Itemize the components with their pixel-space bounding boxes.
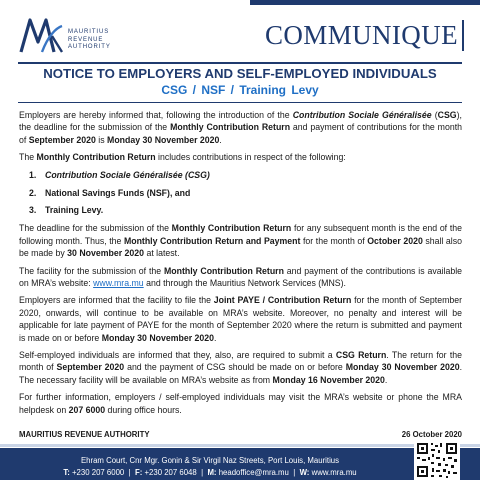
- month: September 2020: [28, 134, 96, 145]
- return-and-payment: Monthly Contribution Return and Payment: [123, 235, 301, 246]
- notice-body: [19, 109, 462, 421]
- text: for the month of September 2020, onwards, will continue to be available on MRA’s website. Moreover, no penalty and interest will be applicable for late payment of PAYE for the month of September 2020 where the return is submitted and payment is made on or before: [19, 295, 462, 343]
- text: Self-employed individuals are informed that they, also, are required to submit a: [19, 350, 336, 360]
- paragraph-3: [19, 222, 462, 259]
- web-label: W:: [299, 468, 310, 477]
- text: during office hours.: [105, 404, 182, 415]
- qr-code-icon: [414, 440, 460, 480]
- text: .: [214, 332, 217, 343]
- text: The deadline for the submission of the: [19, 223, 172, 234]
- list-text: Contribution Sociale Généralisée (CSG): [45, 169, 210, 180]
- deadline: Monday 30 November 2020: [345, 362, 460, 373]
- text: and through the Mauritius Network Services (MNS).: [143, 277, 346, 288]
- footer-contacts: T: +230 207 6000 | F: +230 207 6048 | M: headoffice@mra.mu | W: www.mra.mu: [63, 468, 357, 477]
- header: [0, 0, 480, 62]
- communique-date: 26 October 2020: [401, 430, 462, 439]
- text: The facility for the submission of the: [19, 265, 164, 276]
- paragraph-5: [19, 294, 462, 344]
- title-rule-top: [18, 62, 462, 64]
- phone-value: +230 207 6000: [72, 468, 125, 477]
- logo-text: [68, 29, 111, 52]
- fax-label: F:: [134, 468, 143, 477]
- heading-accent-bar: [462, 20, 464, 51]
- email-value[interactable]: headoffice@mra.mu: [218, 468, 289, 477]
- web-value[interactable]: www.mra.mu: [311, 468, 357, 477]
- return-name: Monthly Contribution Return: [163, 265, 284, 276]
- text: shall also be made by: [19, 235, 462, 259]
- title-rule-bottom: [18, 102, 462, 103]
- csg-full-name: Contribution Sociale Généralisée: [292, 110, 432, 120]
- list-text: Training Levy.: [45, 205, 104, 216]
- return-name: Monthly Contribution Return: [171, 223, 292, 234]
- communique-heading: COMMUNIQUE: [265, 20, 458, 50]
- paragraph-2: [19, 151, 462, 163]
- list-number: 3.: [29, 205, 37, 216]
- logo-text-line: MAURITIUS: [68, 29, 110, 35]
- logo-text-line: AUTHORITY: [68, 44, 111, 50]
- text: . The return for the month of: [19, 350, 462, 373]
- month: October 2020: [367, 235, 423, 246]
- contribution-list: [19, 169, 462, 217]
- notice-subtitle: CSG / NSF / Training Levy: [161, 83, 319, 97]
- availability-date: Monday 16 November 2020: [272, 374, 385, 385]
- text: For further information, employers / self-employed individuals may visit the MRA’s website or phone the MRA helpdesk on: [19, 392, 462, 415]
- text: and payment of contributions for the month of: [19, 122, 463, 145]
- paragraph-7: [19, 391, 462, 416]
- deadline: Monday 30 November 2020: [101, 332, 215, 343]
- csg-return-name: CSG Return: [335, 350, 387, 360]
- list-item: [29, 204, 462, 216]
- text: is: [95, 134, 108, 145]
- text: for any subsequent month is the end of the following month. Thus, the: [19, 223, 462, 246]
- deadline: Monday 30 November 2020: [107, 134, 220, 145]
- text: and payment of the contributions is available on MRA’s website:: [19, 265, 463, 288]
- footer-address: Ehram Court, Cnr Mgr. Gonin & Sir Virgil Naz Streets, Port Louis, Mauritius: [80, 456, 340, 465]
- text: includes contributions in respect of the following:: [155, 152, 346, 163]
- mra-logo: [18, 14, 158, 56]
- helpdesk-number: 207 6000: [68, 404, 106, 415]
- return-name: Monthly Contribution Return: [36, 152, 156, 163]
- mra-website-link[interactable]: www.mra.mu: [93, 277, 144, 288]
- logo-text-line: REVENUE: [68, 36, 104, 43]
- text: The: [19, 152, 37, 163]
- text: Employers are informed that the facility to file the: [19, 295, 214, 306]
- fax-value: +230 207 6048: [144, 468, 197, 477]
- text: Employers are hereby informed that, following the introduction of the: [19, 110, 293, 120]
- text: at latest.: [144, 248, 180, 259]
- signature-org: MAURITIUS REVENUE AUTHORITY: [19, 430, 150, 439]
- list-item: [29, 169, 462, 181]
- paragraph-6: [19, 349, 462, 386]
- text: . The necessary facility will be available on MRA’s website as from: [19, 362, 463, 385]
- list-text: National Savings Funds (NSF), and: [45, 187, 191, 198]
- paragraph-4: [19, 265, 462, 290]
- phone-label: T:: [63, 468, 70, 477]
- footer: [0, 448, 480, 480]
- text: for the month of: [300, 235, 368, 246]
- mra-logo-mark-icon: [18, 14, 64, 56]
- paragraph-1: [19, 109, 462, 146]
- text: ), the deadline for the submission of the: [19, 110, 462, 133]
- footer-accent-bar: [0, 444, 480, 447]
- list-number: 1.: [29, 169, 37, 180]
- text: and the payment of CSG should be made on or before: [124, 362, 346, 373]
- notice-title: NOTICE TO EMPLOYERS AND SELF-EMPLOYED INDIVIDUALS: [43, 66, 437, 81]
- text: .: [219, 134, 222, 145]
- text: (: [431, 110, 438, 120]
- joint-return-name: Joint PAYE / Contribution Return: [213, 295, 352, 306]
- csg-abbrev: CSG: [437, 110, 457, 120]
- header-top-bar: [250, 0, 480, 5]
- list-number: 2.: [29, 187, 37, 198]
- list-item: [29, 187, 462, 199]
- signature-line: [19, 430, 462, 439]
- text: .: [384, 374, 388, 385]
- email-label: M:: [207, 468, 217, 477]
- deadline: 30 November 2020: [67, 248, 145, 259]
- month: September 2020: [56, 362, 125, 373]
- return-name: Monthly Contribution Return: [170, 122, 291, 133]
